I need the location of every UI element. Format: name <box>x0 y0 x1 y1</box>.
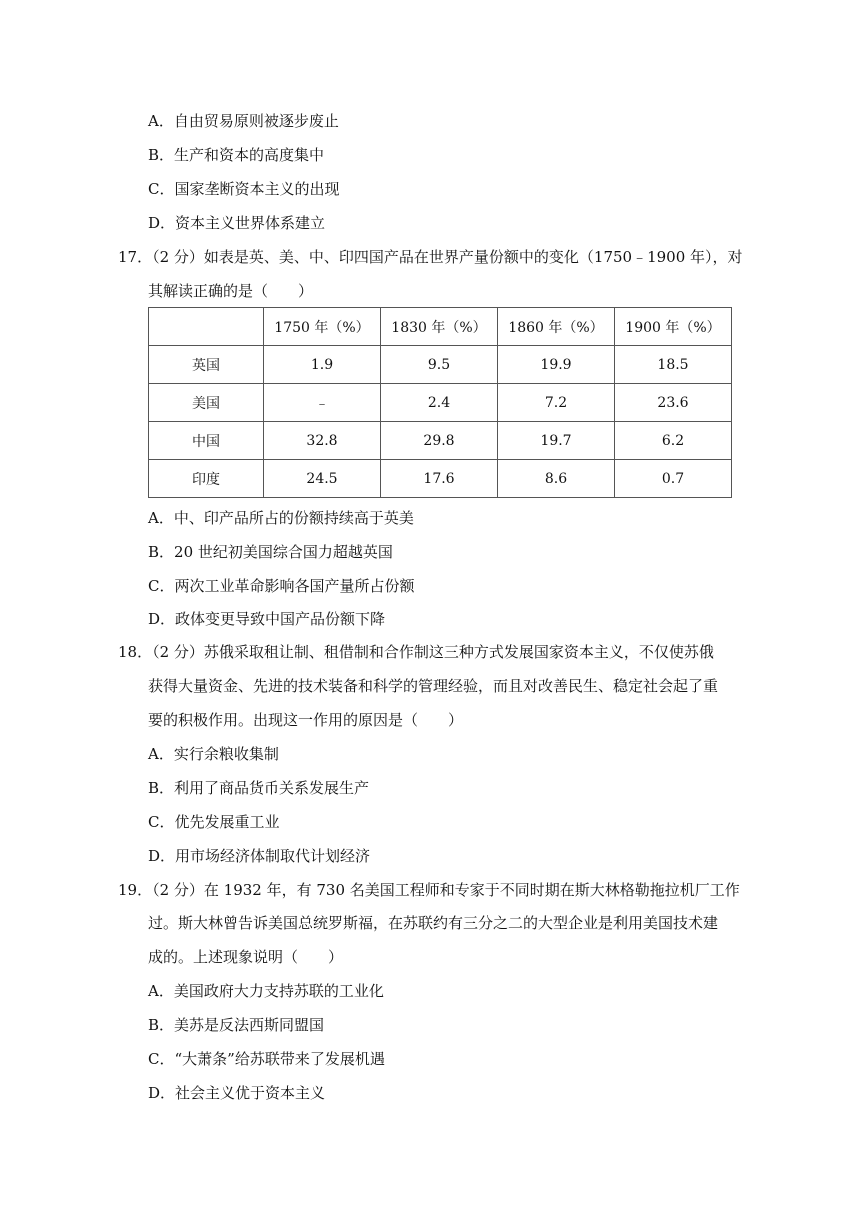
table-row <box>149 346 732 384</box>
table-cell: 32.8 <box>264 422 381 460</box>
q19-stem-line1: 19．（2 分）在 1932 年，有 730 名美国工程师和专家于不同时期在斯大林格勒拖拉机厂工作 <box>118 881 740 899</box>
table-cell: ﹣ <box>264 384 381 422</box>
table-header-cell: 1860 年（%） <box>498 308 615 346</box>
table-cell: 9.5 <box>381 346 498 384</box>
table-header-cell: 1900 年（%） <box>615 308 732 346</box>
q17-stem-line1: 17．（2 分）如表是英、美、中、印四国产品在世界产量份额中的变化（1750﹣1900 年），对 <box>118 248 743 266</box>
q16-option-c: C．国家垄断资本主义的出现 <box>148 180 340 198</box>
table-header-cell: 1750 年（%） <box>264 308 381 346</box>
q17-option-d: D．政体变更导致中国产品份额下降 <box>148 610 386 628</box>
q18-option-a: A．实行余粮收集制 <box>148 745 279 763</box>
table-cell: 23.6 <box>615 384 732 422</box>
q17-option-c: C．两次工业革命影响各国产量所占份额 <box>148 577 415 595</box>
table-cell: 19.9 <box>498 346 615 384</box>
table-cell: 17.6 <box>381 460 498 498</box>
table-cell: 印度 <box>149 460 264 498</box>
q19-option-a: A．美国政府大力支持苏联的工业化 <box>148 982 384 1000</box>
q18-option-b: B．利用了商品货币关系发展生产 <box>148 779 370 797</box>
q18-stem-line2: 获得大量资金、先进的技术装备和科学的管理经验，而且对改善民生、稳定社会起了重 <box>148 677 719 695</box>
table-cell: 7.2 <box>498 384 615 422</box>
table-row <box>149 422 732 460</box>
table-cell: 0.7 <box>615 460 732 498</box>
table-cell: 美国 <box>149 384 264 422</box>
q17-data-table <box>148 307 732 498</box>
table-cell: 24.5 <box>264 460 381 498</box>
table-header-cell <box>149 308 264 346</box>
q19-stem-line3: 成的。上述现象说明（ ） <box>148 948 344 966</box>
q19-option-b: B．美苏是反法西斯同盟国 <box>148 1016 325 1034</box>
q16-option-a: A．自由贸易原则被逐步废止 <box>148 112 339 130</box>
q18-option-d: D．用市场经济体制取代计划经济 <box>148 847 371 865</box>
table-cell: 6.2 <box>615 422 732 460</box>
table-cell: 29.8 <box>381 422 498 460</box>
table-header-row <box>149 308 732 346</box>
table-header-cell: 1830 年（%） <box>381 308 498 346</box>
q17-option-a: A．中、印产品所占的份额持续高于英美 <box>148 509 414 527</box>
table-cell: 18.5 <box>615 346 732 384</box>
table-cell: 19.7 <box>498 422 615 460</box>
table-row <box>149 460 732 498</box>
q17-option-b: B．20 世纪初美国综合国力超越英国 <box>148 543 393 561</box>
table-cell: 中国 <box>149 422 264 460</box>
table-cell: 8.6 <box>498 460 615 498</box>
q17-stem-line2: 其解读正确的是（ ） <box>148 282 314 300</box>
table-cell: 2.4 <box>381 384 498 422</box>
table-cell: 英国 <box>149 346 264 384</box>
q16-option-b: B．生产和资本的高度集中 <box>148 146 325 164</box>
q16-option-d: D．资本主义世界体系建立 <box>148 214 326 232</box>
q19-option-c: C．“大萧条”给苏联带来了发展机遇 <box>148 1050 385 1068</box>
q18-option-c: C．优先发展重工业 <box>148 813 280 831</box>
q19-option-d: D．社会主义优于资本主义 <box>148 1084 326 1102</box>
q18-stem-line3: 要的积极作用。出现这一作用的原因是（ ） <box>148 711 464 729</box>
table-row <box>149 384 732 422</box>
q18-stem-line1: 18．（2 分）苏俄采取租让制、租借制和合作制这三种方式发展国家资本主义，不仅使苏俄 <box>118 643 714 661</box>
q19-stem-line2: 过。斯大林曾告诉美国总统罗斯福，在苏联约有三分之二的大型企业是利用美国技术建 <box>148 914 719 932</box>
table-cell: 1.9 <box>264 346 381 384</box>
